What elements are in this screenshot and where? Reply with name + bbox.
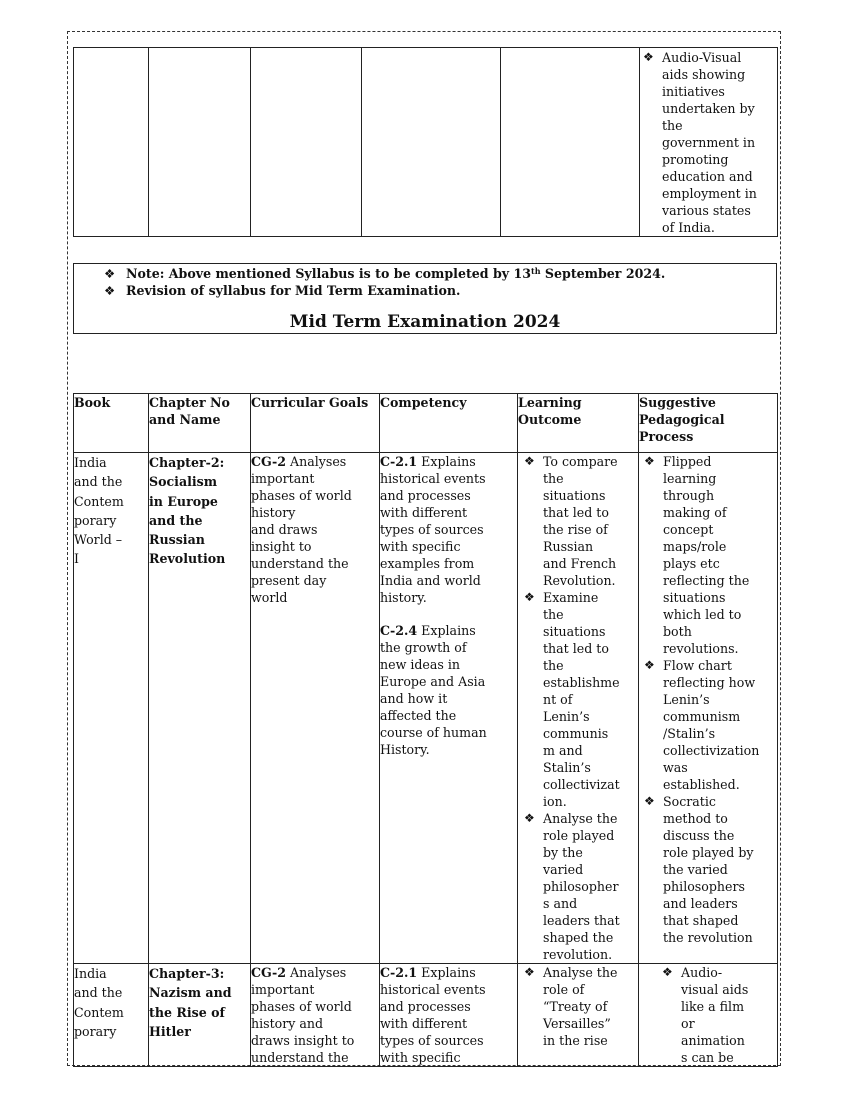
text-line: Stalin’s <box>543 760 591 775</box>
text-line: the <box>662 118 683 133</box>
text-line: /Stalin’s <box>663 726 716 741</box>
diamond-bullet-icon: ❖ <box>524 454 535 468</box>
header-book: Book <box>74 394 149 453</box>
diamond-bullet-icon: ❖ <box>524 590 535 604</box>
chapter-cell <box>149 964 251 1067</box>
text-line: Analyse the <box>543 965 618 980</box>
text-line: the growth of <box>380 640 467 655</box>
table-cell <box>251 48 362 237</box>
text-line: types of sources <box>380 1033 484 1048</box>
text-line: of India. <box>662 220 715 235</box>
text-line: establishme <box>543 675 620 690</box>
header-row <box>74 394 778 453</box>
list-item <box>521 589 638 810</box>
note-line-2 <box>74 282 776 299</box>
text-line: phases of world <box>251 999 352 1014</box>
text-line: To compare <box>543 454 618 469</box>
list-item <box>641 657 777 793</box>
text-line: shaped the <box>543 930 614 945</box>
audio-visual-text <box>662 50 757 235</box>
text-line: Flipped <box>663 454 712 469</box>
text-line: history. <box>380 590 427 605</box>
text-line: that led to <box>543 641 609 656</box>
text-line: various states <box>662 203 751 218</box>
text-line: the rise of <box>543 522 608 537</box>
chapter-name-line: Hitler <box>149 1023 191 1039</box>
text-line: draws insight to <box>251 1033 355 1048</box>
text-line: insight to <box>251 539 312 554</box>
top-table <box>73 47 778 237</box>
table-row <box>74 48 778 237</box>
text-line: the <box>543 607 564 622</box>
text-line: promoting <box>662 152 729 167</box>
chapter-name-line: the Rise of <box>149 1004 225 1020</box>
text-line: and processes <box>380 999 471 1014</box>
text-line: affected the <box>380 708 457 723</box>
book-name-line: and the <box>74 474 123 490</box>
note-box <box>73 263 777 334</box>
text-line: history and <box>251 1016 324 1031</box>
goal-code: CG-2 <box>251 965 287 980</box>
text-line: s and <box>543 896 578 911</box>
text-line: the <box>543 471 564 486</box>
text-line: making of <box>663 505 727 520</box>
text-line: revolutions. <box>663 641 739 656</box>
book-name-line: Contem <box>74 1004 124 1020</box>
text-line: government in <box>662 135 756 150</box>
text-line: role of <box>543 982 585 997</box>
text-line: leaders that <box>543 913 620 928</box>
list-item <box>521 810 638 963</box>
list-item <box>641 793 777 946</box>
diamond-bullet-icon: ❖ <box>524 965 535 979</box>
competency-code: C-2.4 <box>380 623 418 638</box>
text-line: Lenin’s <box>663 692 710 707</box>
text-line: collectivizat <box>543 777 620 792</box>
text-line: like a film <box>681 999 745 1014</box>
chapter-name-line: Revolution <box>149 551 226 567</box>
text-line: present day <box>251 573 327 588</box>
competency-code: C-2.1 <box>380 454 418 469</box>
goals-cell <box>251 453 380 964</box>
competency-cell <box>380 453 518 964</box>
competency-code: C-2.1 <box>380 965 418 980</box>
main-table-wrapper <box>73 393 778 1067</box>
book-name-line: and the <box>74 985 123 1001</box>
chapter-name-line: in Europe <box>149 493 218 509</box>
diamond-bullet-icon: ❖ <box>104 283 116 298</box>
chapter-name-line: Socialism <box>149 474 218 490</box>
text-line: the <box>543 658 564 673</box>
text-line: was <box>663 760 688 775</box>
text-line: and leaders <box>663 896 738 911</box>
text-line: role played <box>543 828 615 843</box>
text-line: through <box>663 488 715 503</box>
text-line: Revolution. <box>543 573 616 588</box>
text-line: s can be <box>681 1050 734 1065</box>
text-line: phases of world <box>251 488 352 503</box>
text-line: method to <box>663 811 728 826</box>
text-line: learning <box>663 471 717 486</box>
text-line: Socratic <box>663 794 716 809</box>
diamond-bullet-icon: ❖ <box>524 811 535 825</box>
text-line: India and world <box>380 573 481 588</box>
text-line: philosopher <box>543 879 619 894</box>
text-line: Europe and Asia <box>380 674 486 689</box>
text-line: nt of <box>543 692 573 707</box>
text-line: and processes <box>380 488 471 503</box>
syllabus-table <box>73 393 778 1067</box>
text-line: reflecting how <box>663 675 756 690</box>
goals-cell <box>251 964 380 1067</box>
chapter-name-line: Nazism and <box>149 985 232 1001</box>
text-line: varied <box>543 862 584 877</box>
text-line: and how it <box>380 691 448 706</box>
text-line: with different <box>380 1016 468 1031</box>
table-cell <box>74 48 149 237</box>
text-line: employment in <box>662 186 757 201</box>
text-line: historical events <box>380 471 486 486</box>
text-line: communism <box>663 709 741 724</box>
text-line: types of sources <box>380 522 484 537</box>
text-line: in the rise <box>543 1033 608 1048</box>
text-line: ion. <box>543 794 567 809</box>
process-cell <box>639 453 778 964</box>
book-name-line: World – <box>74 532 123 548</box>
book-name-line: porary <box>74 1023 117 1039</box>
text-line: situations <box>543 488 606 503</box>
outcome-cell <box>518 453 639 964</box>
bullet-list <box>659 964 777 1066</box>
text-line: Analyses <box>286 454 347 469</box>
diamond-bullet-icon: ❖ <box>662 965 673 979</box>
header-pedagogical-process: Suggestive Pedagogical Process <box>639 394 778 453</box>
text-line: that led to <box>543 505 609 520</box>
text-line: collectivization <box>663 743 760 758</box>
text-line: understand the <box>251 1050 349 1065</box>
table-cell <box>362 48 501 237</box>
text-line: world <box>251 590 288 605</box>
chapter-cell <box>149 453 251 964</box>
text-line: understand the <box>251 556 349 571</box>
text-line: new ideas in <box>380 657 461 672</box>
process-cell <box>639 964 778 1067</box>
list-item <box>640 49 777 236</box>
text-line: that shaped <box>663 913 739 928</box>
text-line: history <box>251 505 296 520</box>
text-line: concept <box>663 522 714 537</box>
text-line: by the <box>543 845 583 860</box>
text-line: the varied <box>663 862 728 877</box>
outcome-cell <box>518 964 639 1067</box>
list-item <box>641 453 777 657</box>
text-line: education and <box>662 169 753 184</box>
header-chapter: Chapter No and Name <box>149 394 251 453</box>
table-cell <box>149 48 251 237</box>
text-line: Audio-Visual <box>662 50 742 65</box>
book-name-line: Contem <box>74 493 124 509</box>
bullet-list <box>521 964 638 1049</box>
text-line: or <box>681 1016 695 1031</box>
list-item <box>521 453 638 589</box>
text-line: History. <box>380 742 430 757</box>
text-line: course of human <box>380 725 487 740</box>
text-line: m and <box>543 743 583 758</box>
text-line: undertaken by <box>662 101 755 116</box>
text-line: Explains <box>417 454 476 469</box>
text-line: historical events <box>380 982 486 997</box>
diamond-bullet-icon: ❖ <box>643 50 654 64</box>
header-competency: Competency <box>380 394 518 453</box>
text-line: “Treaty of <box>543 999 608 1014</box>
text-line: examples from <box>380 556 475 571</box>
text-line: Analyses <box>286 965 347 980</box>
competency-cell <box>380 964 518 1067</box>
note-line-1 <box>74 265 776 282</box>
diamond-bullet-icon: ❖ <box>104 266 116 281</box>
book-name-line: India <box>74 455 107 470</box>
table-row <box>74 453 778 964</box>
diamond-bullet-icon: ❖ <box>644 658 655 672</box>
text-line: communis <box>543 726 609 741</box>
text-line: the revolution <box>663 930 753 945</box>
text-line: Examine <box>543 590 599 605</box>
text-line: Russian <box>543 539 594 554</box>
book-name-line: porary <box>74 512 117 528</box>
text-line: Explains <box>417 965 476 980</box>
goal-code: CG-2 <box>251 454 287 469</box>
text-line: with different <box>380 505 468 520</box>
text-line: revolution. <box>543 947 613 962</box>
book-cell <box>74 453 149 964</box>
text-line: aids showing <box>662 67 746 82</box>
text-line: Flow chart <box>663 658 732 673</box>
bullet-list <box>641 453 777 946</box>
text-line: reflecting the <box>663 573 750 588</box>
text-line: maps/role <box>663 539 727 554</box>
book-name-line: I <box>74 551 79 567</box>
text-line: discuss the <box>663 828 735 843</box>
text-line: initiatives <box>662 84 725 99</box>
text-line: established. <box>663 777 740 792</box>
list-item <box>521 964 638 1049</box>
diamond-bullet-icon: ❖ <box>644 454 655 468</box>
table-cell <box>501 48 640 237</box>
text-line: Audio- <box>681 965 723 980</box>
text-line: with specific <box>380 1050 461 1065</box>
note-text-1-end: September 2024. <box>540 266 666 281</box>
table-row <box>74 964 778 1067</box>
text-line: important <box>251 982 315 997</box>
text-line: and French <box>543 556 617 571</box>
text-line: important <box>251 471 315 486</box>
diamond-bullet-icon: ❖ <box>644 794 655 808</box>
text-line: Explains <box>417 623 476 638</box>
text-line: and draws <box>251 522 318 537</box>
text-line: role played by <box>663 845 754 860</box>
header-curricular-goals: Curricular Goals <box>251 394 380 453</box>
section-title: Mid Term Examination 2024 <box>289 312 561 332</box>
chapter-name-line: Chapter-3: <box>149 966 225 981</box>
top-table-wrapper <box>73 47 778 237</box>
text-line: situations <box>543 624 606 639</box>
text-line: plays etc <box>663 556 720 571</box>
note-text-2: Revision of syllabus for Mid Term Examination. <box>126 283 461 298</box>
header-learning-outcome: Learning Outcome <box>518 394 639 453</box>
text-line: Lenin’s <box>543 709 590 724</box>
book-cell <box>74 964 149 1067</box>
chapter-name-line: Chapter-2: <box>149 455 225 470</box>
chapter-name-line: and the <box>149 512 203 528</box>
text-line: both <box>663 624 692 639</box>
text-line: Analyse the <box>543 811 618 826</box>
book-name-line: India <box>74 966 107 981</box>
text-line: which led to <box>663 607 742 622</box>
list-item <box>659 964 777 1066</box>
text-line: visual aids <box>681 982 749 997</box>
note-text-1: Note: Above mentioned Syllabus is to be completed by 13 <box>126 266 532 281</box>
note-superscript: th <box>531 266 541 276</box>
text-line: with specific <box>380 539 461 554</box>
text-line: philosophers <box>663 879 745 894</box>
text-line: situations <box>663 590 726 605</box>
text-line: Versailles” <box>543 1016 611 1031</box>
chapter-name-line: Russian <box>149 532 205 548</box>
table-cell <box>640 48 778 237</box>
bullet-list <box>521 453 638 963</box>
bullet-list <box>640 49 777 236</box>
text-line: animation <box>681 1033 745 1048</box>
